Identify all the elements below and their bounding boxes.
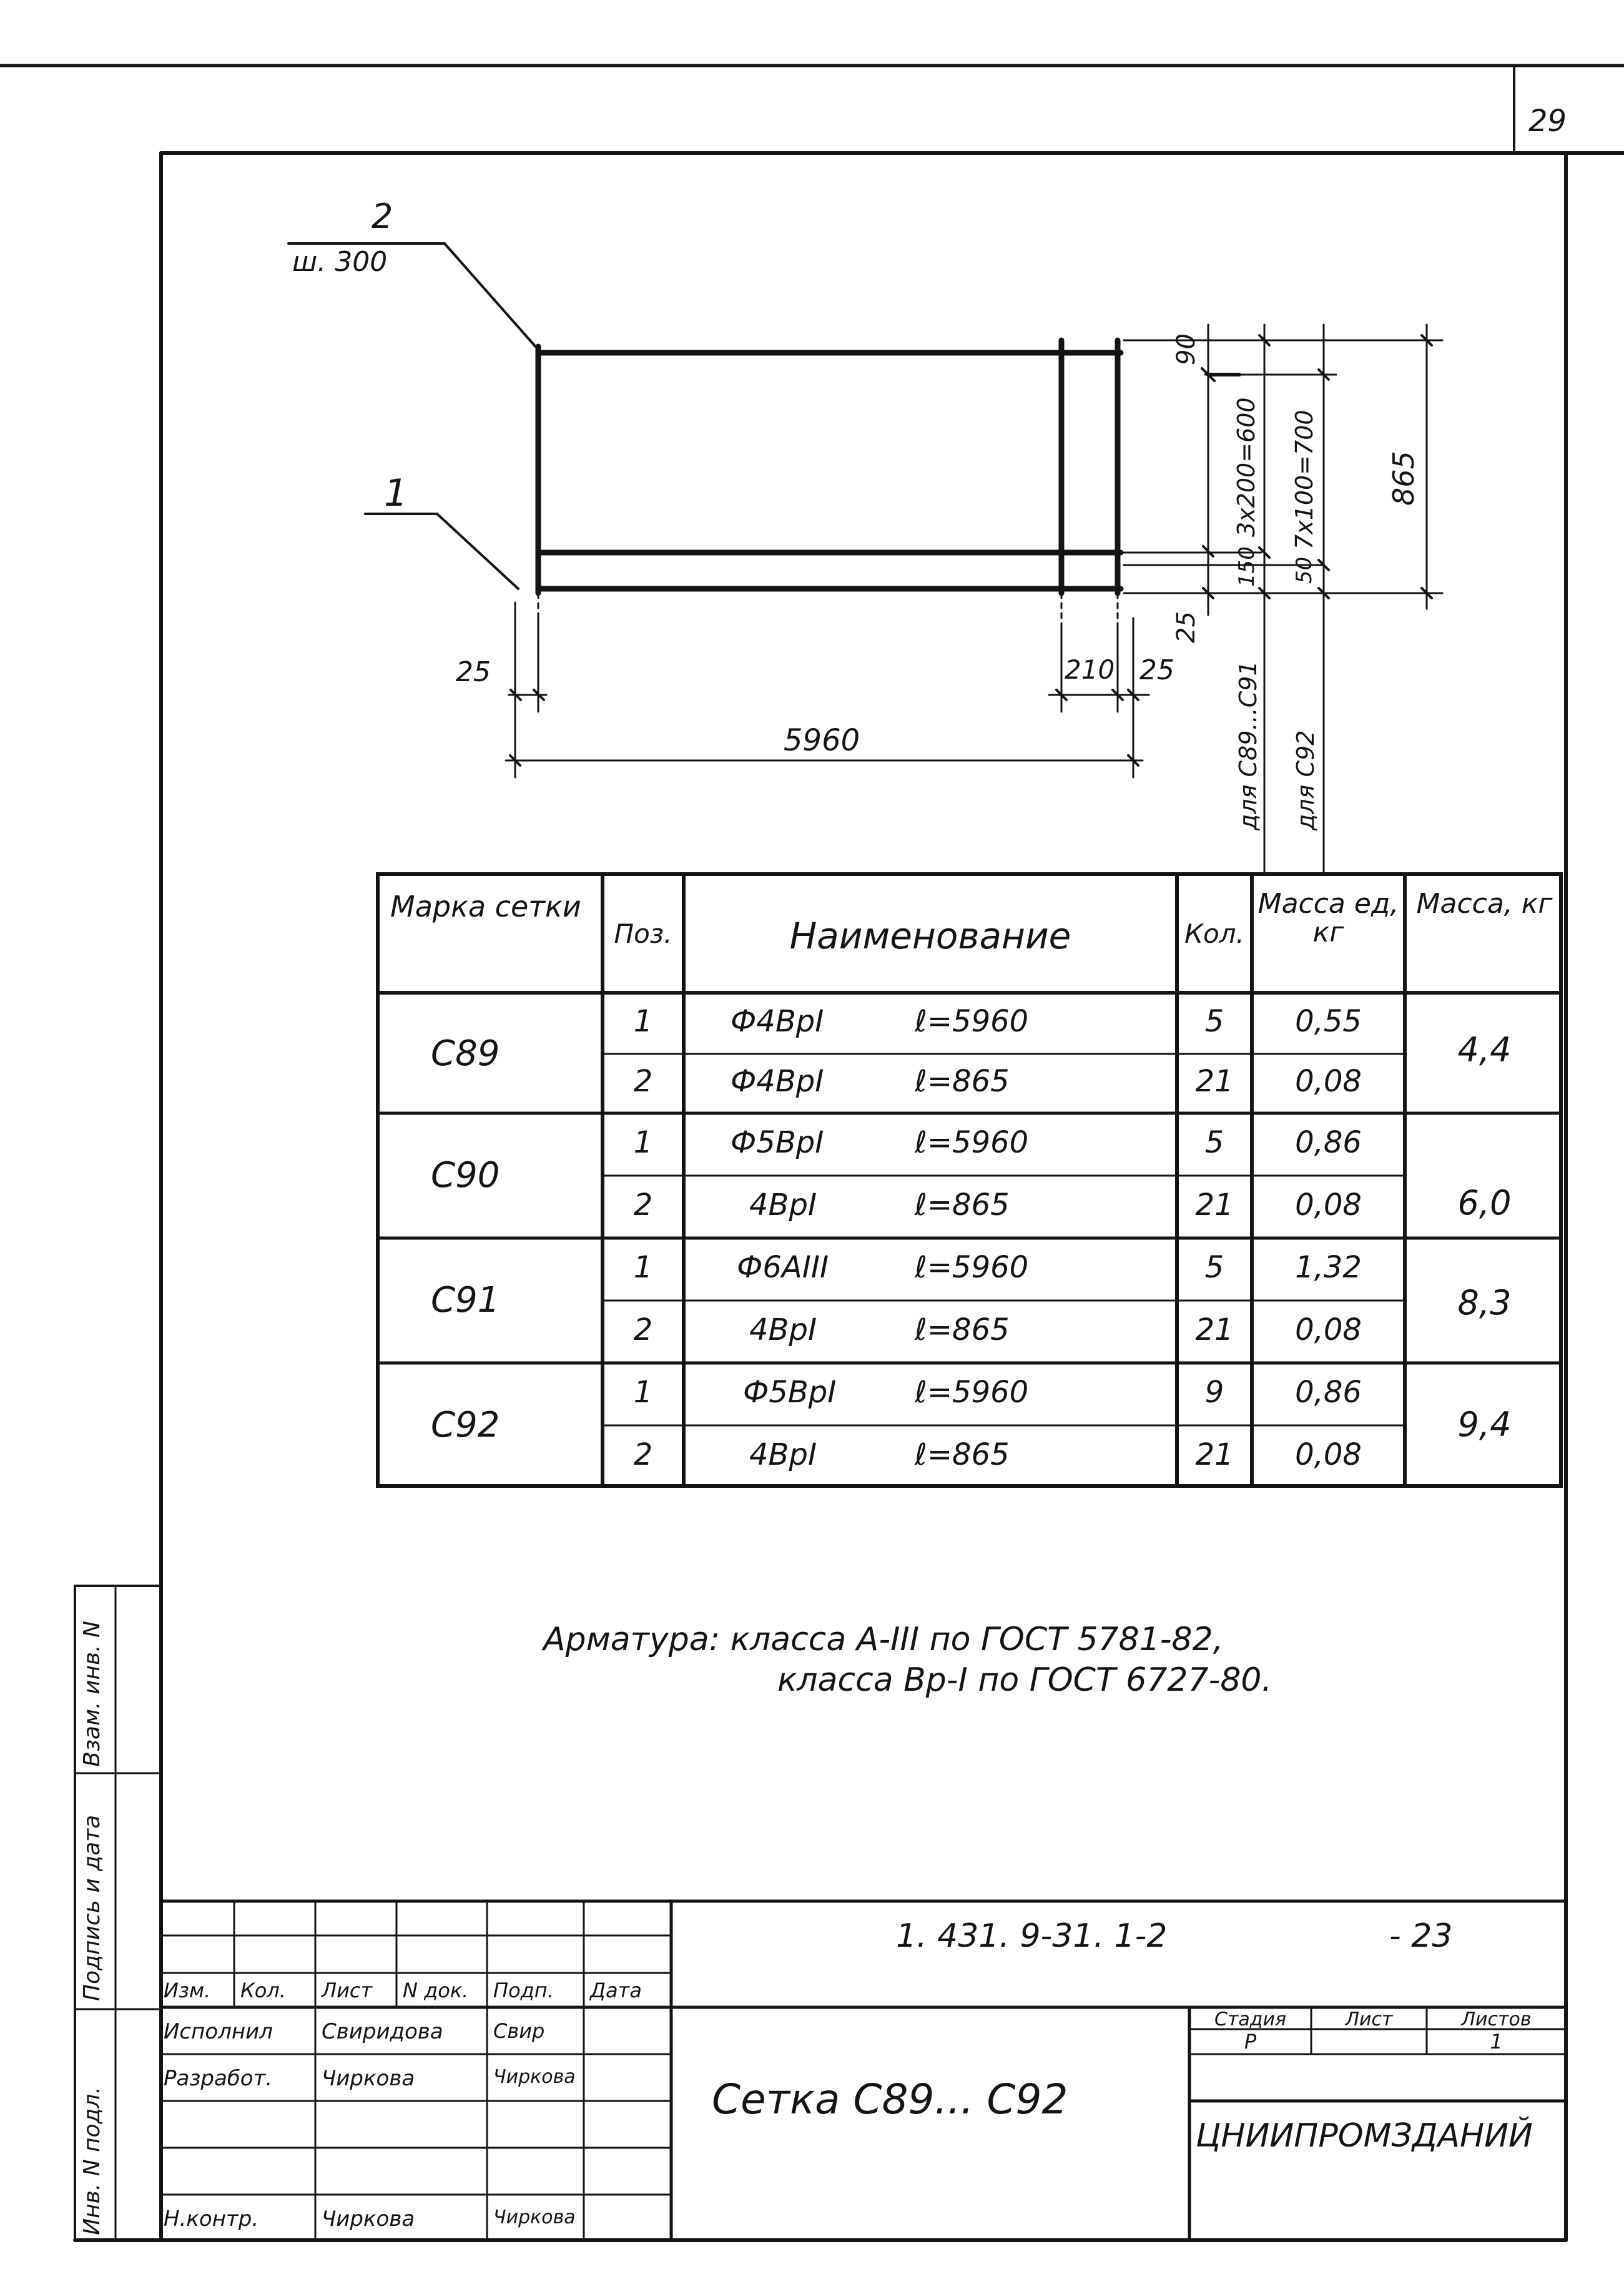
- header-pos: Поз.: [614, 918, 672, 949]
- header-mark: Марка сетки: [390, 890, 581, 923]
- pos-c89-1: 1: [633, 1004, 653, 1039]
- qty-c91-1: 5: [1204, 1250, 1224, 1285]
- organization-name: ЦНИИПРОМЗДАНИЙ: [1196, 2117, 1533, 2155]
- unit-c89-2: 0,08: [1295, 1064, 1362, 1099]
- stage-value: Р: [1244, 2030, 1257, 2053]
- dim-210: 210: [1065, 654, 1115, 685]
- dia-c92-1: Ф5ВрI: [743, 1375, 837, 1410]
- col-header-list: Лист: [322, 1979, 373, 2002]
- dia-c89-2: Ф4ВрI: [731, 1064, 824, 1099]
- len-c92-1: ℓ=5960: [915, 1375, 1029, 1410]
- dia-c91-2: 4ВрI: [749, 1312, 817, 1347]
- dim-7x100: 7х100=700: [1291, 410, 1318, 549]
- dim-150: 150: [1234, 546, 1259, 587]
- col-header-data: Дата: [590, 1979, 642, 2002]
- stamp-vzam-inv: Взам. инв. N: [79, 1621, 105, 1767]
- dia-c90-2: 4ВрI: [749, 1188, 817, 1222]
- qty-c91-2: 21: [1195, 1312, 1234, 1347]
- sheet-ref: - 23: [1389, 1917, 1453, 1955]
- stage-label: Стадия: [1214, 2009, 1287, 2030]
- dim-5960: 5960: [784, 723, 860, 758]
- pos-c90-2: 2: [633, 1188, 653, 1222]
- pos-c91-2: 2: [633, 1312, 653, 1347]
- header-mass: Масса, кг: [1416, 888, 1553, 920]
- dia-c92-2: 4ВрI: [749, 1437, 817, 1472]
- pos-c91-1: 1: [633, 1250, 653, 1285]
- len-c90-1: ℓ=5960: [915, 1125, 1029, 1160]
- doc-code: 1. 431. 9-31. 1-2: [896, 1917, 1168, 1955]
- position-1-label: 1: [384, 471, 408, 515]
- qty-c92-1: 9: [1204, 1375, 1224, 1410]
- len-c89-1: ℓ=5960: [915, 1004, 1029, 1039]
- dim-25-right: 25: [1172, 611, 1201, 643]
- unit-c91-2: 0,08: [1295, 1312, 1362, 1347]
- len-c92-2: ℓ=865: [915, 1437, 1010, 1472]
- header-qty: Кол.: [1184, 918, 1244, 949]
- qty-c89-1: 5: [1204, 1004, 1224, 1039]
- sheets-value: 1: [1490, 2030, 1503, 2053]
- len-c91-2: ℓ=865: [915, 1312, 1010, 1347]
- dim-25-bottom: 25: [1139, 654, 1174, 686]
- dia-c89-1: Ф4ВрI: [731, 1004, 824, 1039]
- dim-25-left: 25: [456, 656, 491, 688]
- role-nkontr: Н.контр.: [164, 2206, 259, 2231]
- note-for-c89-c91: для С89...С91: [1234, 661, 1262, 830]
- col-header-kol: Кол.: [240, 1979, 286, 2002]
- role-ispolnil: Исполнил: [164, 2019, 273, 2044]
- qty-c90-1: 5: [1204, 1125, 1224, 1160]
- len-c91-1: ℓ=5960: [915, 1250, 1029, 1285]
- role-razrabot: Разработ.: [164, 2066, 273, 2091]
- name-razrabot: Чиркова: [322, 2066, 415, 2091]
- mark-c92: С92: [431, 1405, 500, 1445]
- mass-c92: 9,4: [1457, 1405, 1512, 1444]
- sign-razrabot: Чиркова: [493, 2066, 576, 2088]
- unit-c90-2: 0,08: [1295, 1188, 1362, 1222]
- name-nkontr: Чиркова: [322, 2206, 415, 2231]
- dim-90: 90: [1172, 333, 1201, 365]
- mark-c90: С90: [431, 1155, 500, 1196]
- col-header-ndok: N док.: [403, 1979, 469, 2002]
- unit-c92-2: 0,08: [1295, 1437, 1362, 1472]
- name-ispolnil: Свиридова: [322, 2019, 443, 2044]
- dim-3x200: 3х200=600: [1233, 397, 1260, 537]
- pos-c92-2: 2: [633, 1437, 653, 1472]
- note-line-1: Арматура: класса А-III по ГОСТ 5781-82,: [543, 1621, 1224, 1658]
- sign-nkontr: Чиркова: [493, 2206, 576, 2228]
- note-line-2: класса Вр-I по ГОСТ 6727-80.: [777, 1661, 1272, 1699]
- pos-c92-1: 1: [633, 1375, 653, 1410]
- position-2-step-label: ш. 300: [292, 246, 388, 278]
- pos-c90-1: 1: [633, 1125, 653, 1160]
- mark-c89: С89: [431, 1033, 500, 1074]
- mass-c89: 4,4: [1457, 1030, 1512, 1070]
- stamp-inv-podl: Инв. N подл.: [79, 2087, 105, 2235]
- dim-50: 50: [1292, 556, 1317, 584]
- mass-c90: 6,0: [1457, 1183, 1512, 1222]
- dia-c90-1: Ф5ВрI: [731, 1125, 824, 1160]
- mark-c91: С91: [431, 1280, 500, 1321]
- qty-c89-2: 21: [1195, 1064, 1234, 1099]
- qty-c90-2: 21: [1195, 1188, 1234, 1222]
- unit-c89-1: 0,55: [1295, 1004, 1362, 1039]
- sign-ispolnil: Свир: [493, 2019, 545, 2043]
- stamp-podpis-data: Подпись и дата: [79, 1814, 105, 2001]
- sheet-label: Лист: [1345, 2009, 1393, 2030]
- col-header-izm: Изм.: [164, 1979, 211, 2002]
- len-c89-2: ℓ=865: [915, 1064, 1010, 1099]
- drawing-title: Сетка С89... С92: [712, 2075, 1068, 2123]
- header-unit-mass: Масса ед, кг: [1257, 888, 1399, 949]
- mass-c91: 8,3: [1457, 1283, 1512, 1322]
- col-header-podp: Подп.: [493, 1979, 554, 2002]
- position-2-label: 2: [372, 197, 393, 236]
- sheets-label: Листов: [1461, 2009, 1532, 2030]
- dia-c91-1: Ф6АIII: [737, 1250, 829, 1285]
- page-number: 29: [1528, 104, 1567, 139]
- header-name: Наименование: [789, 915, 1071, 957]
- unit-c92-1: 0,86: [1295, 1375, 1362, 1410]
- unit-c91-1: 1,32: [1295, 1250, 1362, 1285]
- note-for-c92: для С92: [1292, 730, 1319, 830]
- dim-865: 865: [1387, 451, 1420, 506]
- qty-c92-2: 21: [1195, 1437, 1234, 1472]
- unit-c90-1: 0,86: [1295, 1125, 1362, 1160]
- len-c90-2: ℓ=865: [915, 1188, 1010, 1222]
- pos-c89-2: 2: [633, 1064, 653, 1099]
